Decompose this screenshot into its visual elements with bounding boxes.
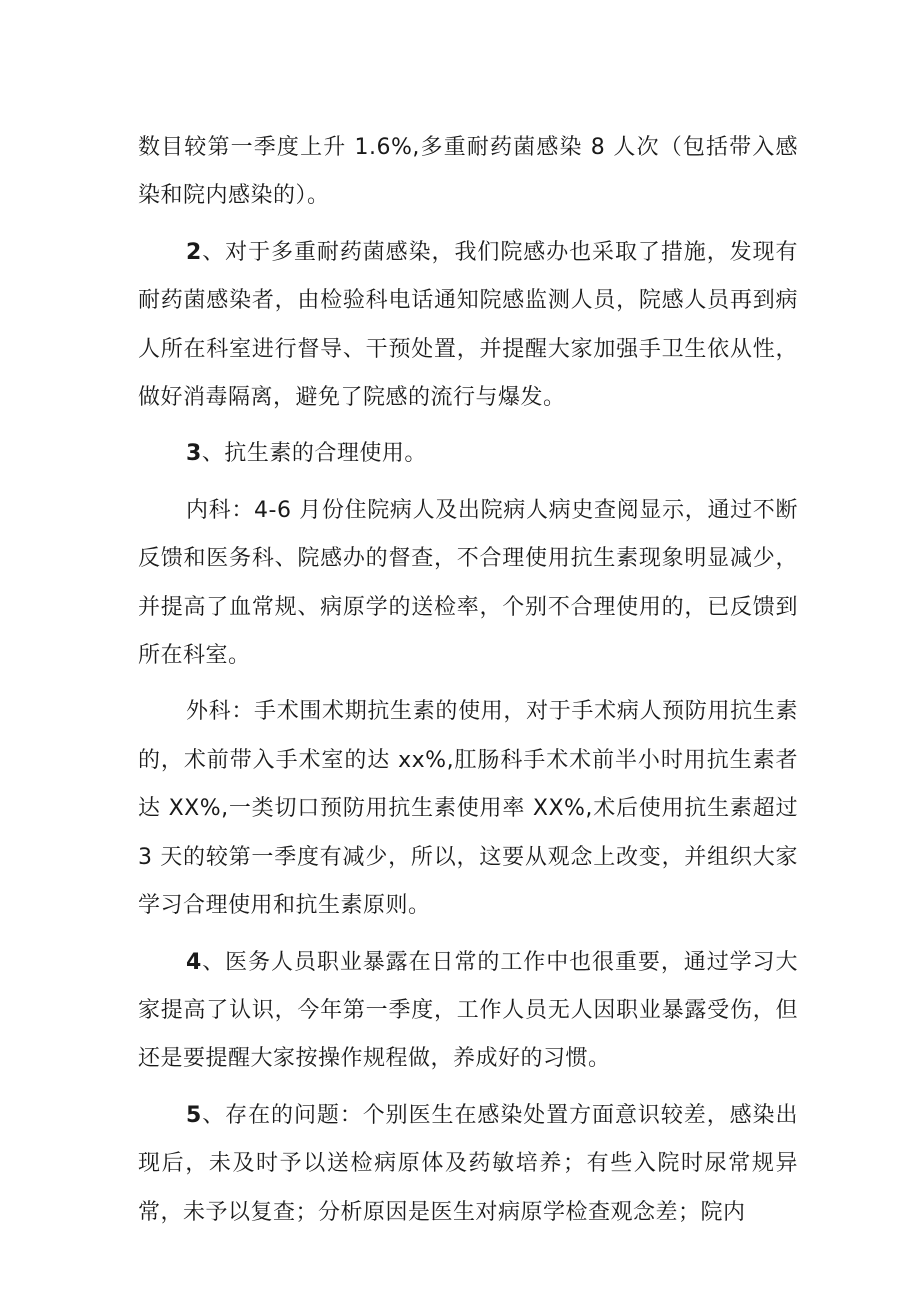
paragraph-text: 外科：手术围术期抗生素的使用，对于手术病人预防用抗生素的，术前带入手术室的达 xx%,肛肠科手术术前半小时用抗生素者达 XX%,一类切口预防用抗生素使用率 XX%,术后使用抗生素超过 3 天的较第一季度有减少，所以，这要从观念上改变，并组织大家学习合理使用和抗生素原则。 [138,699,798,919]
item-number: 4 [186,949,202,975]
document-body [138,124,798,1245]
paragraph-surgery [138,688,798,930]
paragraph-text: 、对于多重耐药菌感染，我们院感办也采取了措施，发现有耐药菌感染者，由检验科电话通知院感监测人员，院感人员再到病人所在科室进行督导、干预处置，并提醒大家加强手卫生依从性，做好消毒隔离，避免了院感的流行与爆发。 [138,239,798,411]
item-number: 3 [186,441,202,467]
paragraph-continuation [138,124,798,221]
paragraph-text: 数目较第一季度上升 1.6%,多重耐药菌感染 8 人次（包括带入感染和院内感染的）。 [138,135,798,209]
paragraph-item-4 [138,939,798,1084]
paragraph-internal-medicine [138,487,798,681]
paragraph-item-2 [138,229,798,423]
item-number: 5 [186,1102,202,1128]
paragraph-text: 、抗生素的合理使用。 [201,441,427,467]
paragraph-text: 内科：4-6 月份住院病人及出院病人病史查阅显示，通过不断反馈和医务科、院感办的督查，不合理使用抗生素现象明显减少，并提高了血常规、病原学的送检率，个别不合理使用的，已反馈到所在科室。 [138,497,798,669]
paragraph-text: 、医务人员职业暴露在日常的工作中也很重要，通过学习大家提高了认识，今年第一季度，工作人员无人因职业暴露受伤，但还是要提醒大家按操作规程做，养成好的习惯。 [138,949,798,1072]
paragraph-text: 、存在的问题：个别医生在感染处置方面意识较差，感染出现后，未及时予以送检病原体及药敏培养；有些入院时尿常规异常，未予以复查；分析原因是医生对病原学检查观念差；院内 [138,1102,798,1225]
paragraph-item-3 [138,430,798,478]
paragraph-item-5 [138,1092,798,1237]
item-number: 2 [186,239,202,265]
